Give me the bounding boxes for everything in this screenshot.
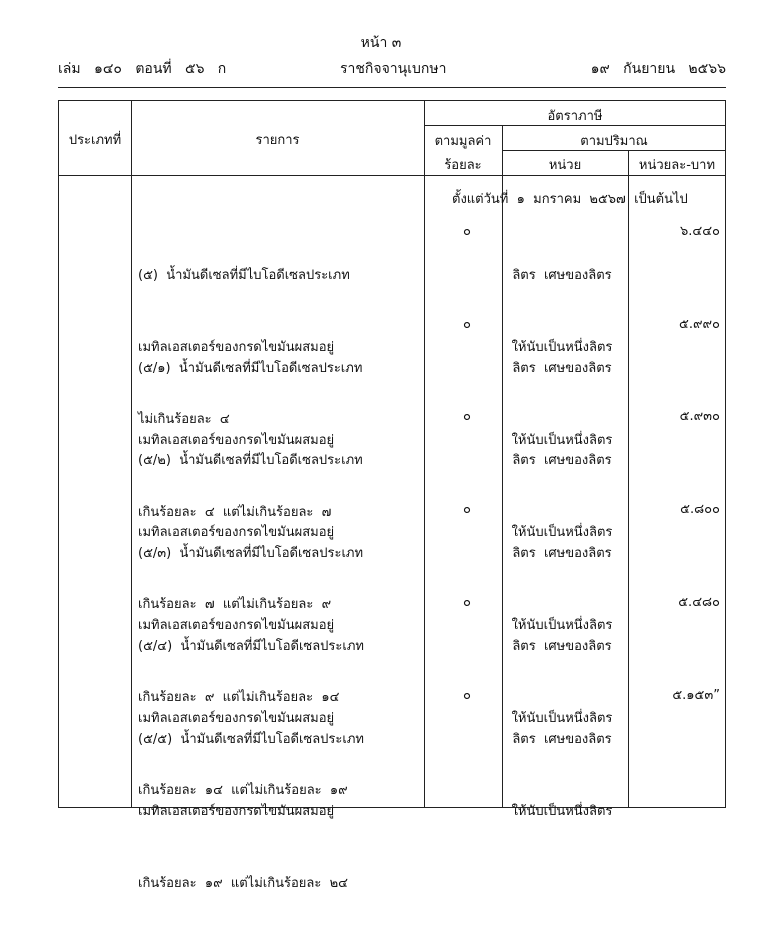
publication-title: ราชกิจจานุเบกษา bbox=[340, 61, 447, 77]
percent-value: ๐ bbox=[463, 688, 471, 703]
item-line: เมทิลเอสเตอร์ของกรดไขมันผสมอยู่ bbox=[138, 433, 335, 448]
unit-line: ลิตร เศษของลิตร bbox=[512, 453, 612, 468]
item-line: เมทิลเอสเตอร์ของกรดไขมันผสมอยู่ bbox=[138, 618, 335, 633]
unit-text bbox=[500, 680, 624, 872]
item-line: เมทิลเอสเตอร์ของกรดไขมันผสมอยู่ bbox=[138, 711, 335, 726]
item-line: เมทิลเอสเตอร์ของกรดไขมันผสมอยู่ bbox=[138, 340, 335, 355]
percent-value: ๐ bbox=[463, 224, 471, 239]
item-line: เกินร้อยละ ๑๔ แต่ไม่เกินร้อยละ ๑๙ bbox=[138, 783, 348, 798]
item-line: เกินร้อยละ ๔ แต่ไม่เกินร้อยละ ๗ bbox=[138, 505, 332, 520]
header-unit: หน่วย bbox=[548, 158, 582, 173]
rate-value: ๖.๔๔๐ bbox=[680, 224, 720, 239]
percent-value: ๐ bbox=[463, 502, 471, 517]
header-by-quantity: ตามปริมาณ bbox=[580, 134, 648, 149]
header-items: รายการ bbox=[255, 133, 300, 148]
percent-value: ๐ bbox=[463, 317, 471, 332]
rate-value: ๕.๔๘๐ bbox=[678, 595, 720, 610]
percent-value: ๐ bbox=[463, 409, 471, 424]
header-rule bbox=[58, 87, 726, 88]
gazette-header bbox=[58, 58, 726, 84]
rate-value: ๕.๑๕๓” bbox=[672, 688, 720, 703]
item-line: เมทิลเอสเตอร์ของกรดไขมันผสมอยู่ bbox=[138, 804, 335, 819]
unit-line: ให้นับเป็นหนึ่งลิตร bbox=[511, 525, 613, 540]
item-line: เกินร้อยละ ๑๙ แต่ไม่เกินร้อยละ ๒๔ bbox=[138, 876, 349, 891]
header-rate-per-unit: หน่วยละ-บาท bbox=[638, 158, 716, 173]
unit-line: ให้นับเป็นหนึ่งลิตร bbox=[511, 340, 613, 355]
volume-issue: เล่ม ๑๔๐ ตอนที่ ๕๖ ก bbox=[58, 61, 227, 77]
page-number: หน้า ๓ bbox=[360, 35, 402, 51]
unit-line: ลิตร เศษของลิตร bbox=[512, 268, 612, 283]
divider-type bbox=[131, 101, 132, 807]
percent-value: ๐ bbox=[463, 595, 471, 610]
rate-value: ๕.๙๙๐ bbox=[679, 317, 720, 332]
item-line: (๕/๓) น้ำมันดีเซลที่มีไบโอดีเซลประเภท bbox=[138, 546, 364, 561]
item-line: (๕/๒) น้ำมันดีเซลที่มีไบโอดีเซลประเภท bbox=[138, 453, 363, 468]
item-line: (๕/๕) น้ำมันดีเซลที่มีไบโอดีเซลประเภท bbox=[138, 732, 364, 747]
header-percent: ร้อยละ bbox=[444, 158, 482, 173]
item-line: ไม่เกินร้อยละ ๔ bbox=[138, 412, 230, 427]
unit-line: ลิตร เศษของลิตร bbox=[512, 732, 612, 747]
item-line: เกินร้อยละ ๙ แต่ไม่เกินร้อยละ ๑๔ bbox=[138, 690, 340, 705]
publication-date: ๑๙ กันยายน ๒๕๖๖ bbox=[590, 61, 726, 77]
rate-value: ๕.๙๓๐ bbox=[679, 409, 720, 424]
unit-line: ให้นับเป็นหนึ่งลิตร bbox=[511, 433, 613, 448]
item-line: (๕) น้ำมันดีเซลที่มีไบโอดีเซลประเภท bbox=[138, 268, 350, 283]
header-tax-rate: อัตราภาษี bbox=[547, 109, 603, 124]
rate-value: ๕.๘๐๐ bbox=[680, 502, 720, 517]
header-by-value: ตามมูลค่า bbox=[434, 134, 492, 149]
divider-unit bbox=[628, 150, 629, 807]
item-line: เกินร้อยละ ๗ แต่ไม่เกินร้อยละ ๙ bbox=[138, 597, 332, 612]
item-line: (๕/๑) น้ำมันดีเซลที่มีไบโอดีเซลประเภท bbox=[138, 361, 363, 376]
unit-line: ลิตร เศษของลิตร bbox=[512, 361, 612, 376]
item-line: (๕/๔) น้ำมันดีเซลที่มีไบโอดีเซลประเภท bbox=[138, 639, 364, 654]
item-description bbox=[138, 680, 364, 944]
unit-line: ให้นับเป็นหนึ่งลิตร bbox=[511, 804, 613, 819]
header-type: ประเภทที่ bbox=[68, 133, 122, 148]
item-line: เมทิลเอสเตอร์ของกรดไขมันผสมอยู่ bbox=[138, 525, 335, 540]
unit-line: ให้นับเป็นหนึ่งลิตร bbox=[511, 711, 613, 726]
unit-line: ลิตร เศษของลิตร bbox=[512, 639, 612, 654]
divider-items bbox=[424, 101, 425, 807]
unit-line: ลิตร เศษของลิตร bbox=[512, 546, 612, 561]
rule-header-bottom bbox=[59, 175, 726, 176]
effective-date: ตั้งแต่วันที่ ๑ มกราคม ๒๕๖๗ เป็นต้นไป bbox=[452, 192, 688, 207]
unit-line: ให้นับเป็นหนึ่งลิตร bbox=[511, 618, 613, 633]
